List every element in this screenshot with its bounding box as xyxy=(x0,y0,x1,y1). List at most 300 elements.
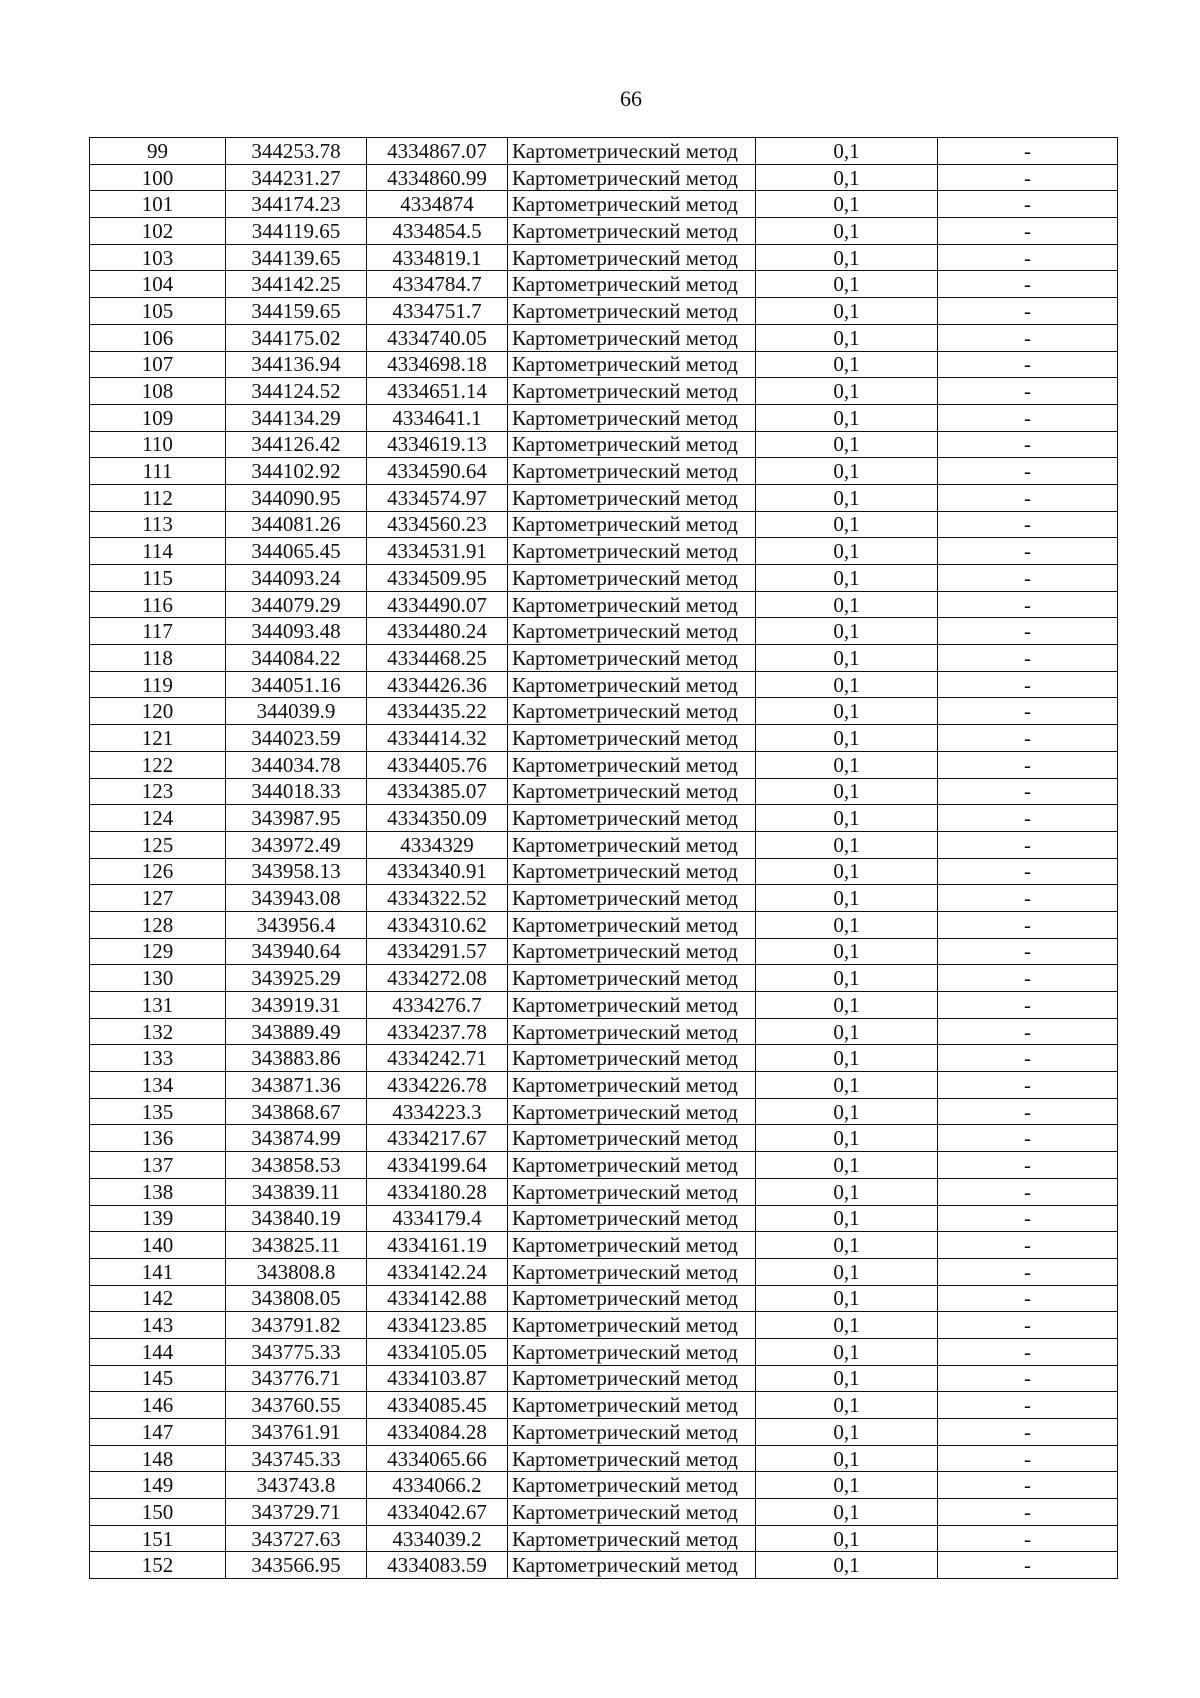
x-coordinate-cell: 343987.95 xyxy=(226,805,367,832)
method-cell: Картометрический метод xyxy=(508,538,756,565)
note-cell: - xyxy=(938,1072,1118,1099)
table-row xyxy=(90,858,1118,885)
method-cell: Картометрический метод xyxy=(508,1258,756,1285)
point-number-cell: 129 xyxy=(90,938,226,965)
method-cell: Картометрический метод xyxy=(508,778,756,805)
note-cell: - xyxy=(938,725,1118,752)
accuracy-cell: 0,1 xyxy=(756,1205,938,1232)
note-cell: - xyxy=(938,1525,1118,1552)
method-cell: Картометрический метод xyxy=(508,1338,756,1365)
note-cell: - xyxy=(938,671,1118,698)
x-coordinate-cell: 343972.49 xyxy=(226,831,367,858)
note-cell: - xyxy=(938,1552,1118,1579)
note-cell: - xyxy=(938,458,1118,485)
point-number-cell: 124 xyxy=(90,805,226,832)
point-number-cell: 131 xyxy=(90,992,226,1019)
note-cell: - xyxy=(938,1178,1118,1205)
note-cell: - xyxy=(938,1018,1118,1045)
y-coordinate-cell: 4334784.7 xyxy=(367,271,508,298)
table-row xyxy=(90,1312,1118,1339)
y-coordinate-cell: 4334590.64 xyxy=(367,458,508,485)
method-cell: Картометрический метод xyxy=(508,671,756,698)
accuracy-cell: 0,1 xyxy=(756,218,938,245)
note-cell: - xyxy=(938,1312,1118,1339)
x-coordinate-cell: 343883.86 xyxy=(226,1045,367,1072)
point-number-cell: 143 xyxy=(90,1312,226,1339)
accuracy-cell: 0,1 xyxy=(756,1392,938,1419)
table-row xyxy=(90,538,1118,565)
y-coordinate-cell: 4334142.24 xyxy=(367,1258,508,1285)
method-cell: Картометрический метод xyxy=(508,992,756,1019)
accuracy-cell: 0,1 xyxy=(756,324,938,351)
point-number-cell: 104 xyxy=(90,271,226,298)
coordinates-table-body xyxy=(90,138,1118,1579)
accuracy-cell: 0,1 xyxy=(756,1072,938,1099)
point-number-cell: 140 xyxy=(90,1232,226,1259)
y-coordinate-cell: 4334867.07 xyxy=(367,138,508,165)
x-coordinate-cell: 344102.92 xyxy=(226,458,367,485)
point-number-cell: 137 xyxy=(90,1152,226,1179)
table-row xyxy=(90,1365,1118,1392)
note-cell: - xyxy=(938,618,1118,645)
y-coordinate-cell: 4334860.99 xyxy=(367,164,508,191)
method-cell: Картометрический метод xyxy=(508,484,756,511)
note-cell: - xyxy=(938,565,1118,592)
x-coordinate-cell: 344093.48 xyxy=(226,618,367,645)
x-coordinate-cell: 343839.11 xyxy=(226,1178,367,1205)
method-cell: Картометрический метод xyxy=(508,885,756,912)
method-cell: Картометрический метод xyxy=(508,164,756,191)
table-row xyxy=(90,618,1118,645)
accuracy-cell: 0,1 xyxy=(756,1312,938,1339)
accuracy-cell: 0,1 xyxy=(756,351,938,378)
table-row xyxy=(90,324,1118,351)
y-coordinate-cell: 4334480.24 xyxy=(367,618,508,645)
point-number-cell: 99 xyxy=(90,138,226,165)
coordinates-table xyxy=(89,137,1118,1579)
accuracy-cell: 0,1 xyxy=(756,271,938,298)
point-number-cell: 110 xyxy=(90,431,226,458)
x-coordinate-cell: 344051.16 xyxy=(226,671,367,698)
method-cell: Картометрический метод xyxy=(508,1419,756,1446)
note-cell: - xyxy=(938,698,1118,725)
method-cell: Картометрический метод xyxy=(508,218,756,245)
note-cell: - xyxy=(938,831,1118,858)
y-coordinate-cell: 4334414.32 xyxy=(367,725,508,752)
method-cell: Картометрический метод xyxy=(508,725,756,752)
note-cell: - xyxy=(938,911,1118,938)
table-row xyxy=(90,938,1118,965)
accuracy-cell: 0,1 xyxy=(756,1285,938,1312)
method-cell: Картометрический метод xyxy=(508,1445,756,1472)
method-cell: Картометрический метод xyxy=(508,298,756,325)
accuracy-cell: 0,1 xyxy=(756,1445,938,1472)
x-coordinate-cell: 343868.67 xyxy=(226,1098,367,1125)
note-cell: - xyxy=(938,404,1118,431)
note-cell: - xyxy=(938,1205,1118,1232)
method-cell: Картометрический метод xyxy=(508,138,756,165)
accuracy-cell: 0,1 xyxy=(756,1338,938,1365)
method-cell: Картометрический метод xyxy=(508,1312,756,1339)
point-number-cell: 150 xyxy=(90,1499,226,1526)
table-row xyxy=(90,1152,1118,1179)
x-coordinate-cell: 344018.33 xyxy=(226,778,367,805)
table-row xyxy=(90,298,1118,325)
table-row xyxy=(90,1178,1118,1205)
method-cell: Картометрический метод xyxy=(508,244,756,271)
y-coordinate-cell: 4334426.36 xyxy=(367,671,508,698)
note-cell: - xyxy=(938,1232,1118,1259)
x-coordinate-cell: 343874.99 xyxy=(226,1125,367,1152)
table-row xyxy=(90,591,1118,618)
y-coordinate-cell: 4334291.57 xyxy=(367,938,508,965)
y-coordinate-cell: 4334641.1 xyxy=(367,404,508,431)
point-number-cell: 119 xyxy=(90,671,226,698)
table-row xyxy=(90,1552,1118,1579)
table-row xyxy=(90,244,1118,271)
y-coordinate-cell: 4334340.91 xyxy=(367,858,508,885)
method-cell: Картометрический метод xyxy=(508,911,756,938)
x-coordinate-cell: 343943.08 xyxy=(226,885,367,912)
x-coordinate-cell: 344136.94 xyxy=(226,351,367,378)
accuracy-cell: 0,1 xyxy=(756,938,938,965)
x-coordinate-cell: 343858.53 xyxy=(226,1152,367,1179)
accuracy-cell: 0,1 xyxy=(756,1045,938,1072)
x-coordinate-cell: 343729.71 xyxy=(226,1499,367,1526)
x-coordinate-cell: 343775.33 xyxy=(226,1338,367,1365)
accuracy-cell: 0,1 xyxy=(756,911,938,938)
table-row xyxy=(90,645,1118,672)
table-row xyxy=(90,218,1118,245)
point-number-cell: 126 xyxy=(90,858,226,885)
table-row xyxy=(90,458,1118,485)
point-number-cell: 133 xyxy=(90,1045,226,1072)
x-coordinate-cell: 343727.63 xyxy=(226,1525,367,1552)
accuracy-cell: 0,1 xyxy=(756,1098,938,1125)
y-coordinate-cell: 4334237.78 xyxy=(367,1018,508,1045)
x-coordinate-cell: 344090.95 xyxy=(226,484,367,511)
method-cell: Картометрический метод xyxy=(508,1472,756,1499)
method-cell: Картометрический метод xyxy=(508,805,756,832)
point-number-cell: 127 xyxy=(90,885,226,912)
method-cell: Картометрический метод xyxy=(508,938,756,965)
x-coordinate-cell: 343776.71 xyxy=(226,1365,367,1392)
method-cell: Картометрический метод xyxy=(508,191,756,218)
y-coordinate-cell: 4334468.25 xyxy=(367,645,508,672)
x-coordinate-cell: 344124.52 xyxy=(226,378,367,405)
y-coordinate-cell: 4334574.97 xyxy=(367,484,508,511)
table-row xyxy=(90,138,1118,165)
y-coordinate-cell: 4334322.52 xyxy=(367,885,508,912)
point-number-cell: 138 xyxy=(90,1178,226,1205)
note-cell: - xyxy=(938,1152,1118,1179)
accuracy-cell: 0,1 xyxy=(756,244,938,271)
point-number-cell: 117 xyxy=(90,618,226,645)
table-row xyxy=(90,565,1118,592)
note-cell: - xyxy=(938,511,1118,538)
point-number-cell: 136 xyxy=(90,1125,226,1152)
accuracy-cell: 0,1 xyxy=(756,698,938,725)
point-number-cell: 147 xyxy=(90,1419,226,1446)
x-coordinate-cell: 344079.29 xyxy=(226,591,367,618)
table-row xyxy=(90,992,1118,1019)
accuracy-cell: 0,1 xyxy=(756,805,938,832)
table-row xyxy=(90,911,1118,938)
y-coordinate-cell: 4334161.19 xyxy=(367,1232,508,1259)
note-cell: - xyxy=(938,191,1118,218)
y-coordinate-cell: 4334223.3 xyxy=(367,1098,508,1125)
x-coordinate-cell: 344159.65 xyxy=(226,298,367,325)
point-number-cell: 106 xyxy=(90,324,226,351)
note-cell: - xyxy=(938,645,1118,672)
x-coordinate-cell: 343940.64 xyxy=(226,938,367,965)
x-coordinate-cell: 344039.9 xyxy=(226,698,367,725)
x-coordinate-cell: 343919.31 xyxy=(226,992,367,1019)
y-coordinate-cell: 4334084.28 xyxy=(367,1419,508,1446)
note-cell: - xyxy=(938,271,1118,298)
method-cell: Картометрический метод xyxy=(508,458,756,485)
accuracy-cell: 0,1 xyxy=(756,885,938,912)
accuracy-cell: 0,1 xyxy=(756,138,938,165)
table-row xyxy=(90,1419,1118,1446)
note-cell: - xyxy=(938,351,1118,378)
method-cell: Картометрический метод xyxy=(508,1152,756,1179)
point-number-cell: 130 xyxy=(90,965,226,992)
accuracy-cell: 0,1 xyxy=(756,1018,938,1045)
accuracy-cell: 0,1 xyxy=(756,645,938,672)
x-coordinate-cell: 343566.95 xyxy=(226,1552,367,1579)
accuracy-cell: 0,1 xyxy=(756,1419,938,1446)
x-coordinate-cell: 344142.25 xyxy=(226,271,367,298)
method-cell: Картометрический метод xyxy=(508,645,756,672)
note-cell: - xyxy=(938,1045,1118,1072)
point-number-cell: 146 xyxy=(90,1392,226,1419)
x-coordinate-cell: 343760.55 xyxy=(226,1392,367,1419)
accuracy-cell: 0,1 xyxy=(756,298,938,325)
method-cell: Картометрический метод xyxy=(508,1232,756,1259)
table-row xyxy=(90,1338,1118,1365)
note-cell: - xyxy=(938,1472,1118,1499)
point-number-cell: 142 xyxy=(90,1285,226,1312)
x-coordinate-cell: 343745.33 xyxy=(226,1445,367,1472)
point-number-cell: 148 xyxy=(90,1445,226,1472)
accuracy-cell: 0,1 xyxy=(756,458,938,485)
y-coordinate-cell: 4334105.05 xyxy=(367,1338,508,1365)
point-number-cell: 144 xyxy=(90,1338,226,1365)
table-row xyxy=(90,351,1118,378)
note-cell: - xyxy=(938,938,1118,965)
point-number-cell: 114 xyxy=(90,538,226,565)
point-number-cell: 115 xyxy=(90,565,226,592)
x-coordinate-cell: 343791.82 xyxy=(226,1312,367,1339)
y-coordinate-cell: 4334405.76 xyxy=(367,751,508,778)
y-coordinate-cell: 4334276.7 xyxy=(367,992,508,1019)
accuracy-cell: 0,1 xyxy=(756,1365,938,1392)
method-cell: Картометрический метод xyxy=(508,1072,756,1099)
note-cell: - xyxy=(938,591,1118,618)
point-number-cell: 102 xyxy=(90,218,226,245)
method-cell: Картометрический метод xyxy=(508,1045,756,1072)
accuracy-cell: 0,1 xyxy=(756,511,938,538)
note-cell: - xyxy=(938,965,1118,992)
table-row xyxy=(90,885,1118,912)
note-cell: - xyxy=(938,992,1118,1019)
method-cell: Картометрический метод xyxy=(508,858,756,885)
x-coordinate-cell: 344023.59 xyxy=(226,725,367,752)
x-coordinate-cell: 343925.29 xyxy=(226,965,367,992)
point-number-cell: 103 xyxy=(90,244,226,271)
table-row xyxy=(90,1472,1118,1499)
note-cell: - xyxy=(938,244,1118,271)
point-number-cell: 112 xyxy=(90,484,226,511)
point-number-cell: 120 xyxy=(90,698,226,725)
method-cell: Картометрический метод xyxy=(508,431,756,458)
table-row xyxy=(90,698,1118,725)
table-row xyxy=(90,1499,1118,1526)
accuracy-cell: 0,1 xyxy=(756,164,938,191)
x-coordinate-cell: 344034.78 xyxy=(226,751,367,778)
accuracy-cell: 0,1 xyxy=(756,831,938,858)
y-coordinate-cell: 4334740.05 xyxy=(367,324,508,351)
accuracy-cell: 0,1 xyxy=(756,1499,938,1526)
x-coordinate-cell: 343743.8 xyxy=(226,1472,367,1499)
table-row xyxy=(90,1098,1118,1125)
note-cell: - xyxy=(938,1285,1118,1312)
point-number-cell: 132 xyxy=(90,1018,226,1045)
x-coordinate-cell: 343840.19 xyxy=(226,1205,367,1232)
note-cell: - xyxy=(938,138,1118,165)
note-cell: - xyxy=(938,298,1118,325)
table-row xyxy=(90,484,1118,511)
x-coordinate-cell: 344231.27 xyxy=(226,164,367,191)
x-coordinate-cell: 344253.78 xyxy=(226,138,367,165)
y-coordinate-cell: 4334272.08 xyxy=(367,965,508,992)
method-cell: Картометрический метод xyxy=(508,1098,756,1125)
x-coordinate-cell: 344134.29 xyxy=(226,404,367,431)
point-number-cell: 100 xyxy=(90,164,226,191)
y-coordinate-cell: 4334329 xyxy=(367,831,508,858)
point-number-cell: 118 xyxy=(90,645,226,672)
point-number-cell: 145 xyxy=(90,1365,226,1392)
accuracy-cell: 0,1 xyxy=(756,431,938,458)
note-cell: - xyxy=(938,1365,1118,1392)
x-coordinate-cell: 343825.11 xyxy=(226,1232,367,1259)
accuracy-cell: 0,1 xyxy=(756,565,938,592)
method-cell: Картометрический метод xyxy=(508,1178,756,1205)
y-coordinate-cell: 4334350.09 xyxy=(367,805,508,832)
point-number-cell: 122 xyxy=(90,751,226,778)
method-cell: Картометрический метод xyxy=(508,271,756,298)
point-number-cell: 139 xyxy=(90,1205,226,1232)
x-coordinate-cell: 344139.65 xyxy=(226,244,367,271)
method-cell: Картометрический метод xyxy=(508,1018,756,1045)
y-coordinate-cell: 4334531.91 xyxy=(367,538,508,565)
note-cell: - xyxy=(938,751,1118,778)
accuracy-cell: 0,1 xyxy=(756,191,938,218)
method-cell: Картометрический метод xyxy=(508,1285,756,1312)
accuracy-cell: 0,1 xyxy=(756,778,938,805)
table-row xyxy=(90,1125,1118,1152)
x-coordinate-cell: 343956.4 xyxy=(226,911,367,938)
accuracy-cell: 0,1 xyxy=(756,1232,938,1259)
y-coordinate-cell: 4334560.23 xyxy=(367,511,508,538)
accuracy-cell: 0,1 xyxy=(756,484,938,511)
accuracy-cell: 0,1 xyxy=(756,1525,938,1552)
table-row xyxy=(90,378,1118,405)
method-cell: Картометрический метод xyxy=(508,404,756,431)
table-row xyxy=(90,751,1118,778)
y-coordinate-cell: 4334039.2 xyxy=(367,1525,508,1552)
x-coordinate-cell: 344126.42 xyxy=(226,431,367,458)
note-cell: - xyxy=(938,218,1118,245)
note-cell: - xyxy=(938,778,1118,805)
point-number-cell: 152 xyxy=(90,1552,226,1579)
table-row xyxy=(90,271,1118,298)
point-number-cell: 134 xyxy=(90,1072,226,1099)
note-cell: - xyxy=(938,1419,1118,1446)
y-coordinate-cell: 4334651.14 xyxy=(367,378,508,405)
table-row xyxy=(90,431,1118,458)
y-coordinate-cell: 4334066.2 xyxy=(367,1472,508,1499)
table-row xyxy=(90,1392,1118,1419)
accuracy-cell: 0,1 xyxy=(756,858,938,885)
point-number-cell: 105 xyxy=(90,298,226,325)
accuracy-cell: 0,1 xyxy=(756,378,938,405)
table-row xyxy=(90,1232,1118,1259)
note-cell: - xyxy=(938,378,1118,405)
point-number-cell: 113 xyxy=(90,511,226,538)
x-coordinate-cell: 343808.8 xyxy=(226,1258,367,1285)
note-cell: - xyxy=(938,1392,1118,1419)
method-cell: Картометрический метод xyxy=(508,1552,756,1579)
method-cell: Картометрический метод xyxy=(508,1525,756,1552)
accuracy-cell: 0,1 xyxy=(756,992,938,1019)
y-coordinate-cell: 4334179.4 xyxy=(367,1205,508,1232)
method-cell: Картометрический метод xyxy=(508,965,756,992)
y-coordinate-cell: 4334854.5 xyxy=(367,218,508,245)
method-cell: Картометрический метод xyxy=(508,511,756,538)
table-row xyxy=(90,1018,1118,1045)
table-row xyxy=(90,965,1118,992)
table-row xyxy=(90,164,1118,191)
method-cell: Картометрический метод xyxy=(508,378,756,405)
accuracy-cell: 0,1 xyxy=(756,1178,938,1205)
y-coordinate-cell: 4334751.7 xyxy=(367,298,508,325)
table-row xyxy=(90,1525,1118,1552)
note-cell: - xyxy=(938,858,1118,885)
method-cell: Картометрический метод xyxy=(508,1125,756,1152)
point-number-cell: 141 xyxy=(90,1258,226,1285)
y-coordinate-cell: 4334242.71 xyxy=(367,1045,508,1072)
method-cell: Картометрический метод xyxy=(508,565,756,592)
note-cell: - xyxy=(938,1499,1118,1526)
table-row xyxy=(90,1445,1118,1472)
x-coordinate-cell: 344093.24 xyxy=(226,565,367,592)
accuracy-cell: 0,1 xyxy=(756,1258,938,1285)
note-cell: - xyxy=(938,324,1118,351)
y-coordinate-cell: 4334226.78 xyxy=(367,1072,508,1099)
x-coordinate-cell: 344174.23 xyxy=(226,191,367,218)
y-coordinate-cell: 4334819.1 xyxy=(367,244,508,271)
note-cell: - xyxy=(938,1125,1118,1152)
note-cell: - xyxy=(938,164,1118,191)
table-row xyxy=(90,1258,1118,1285)
x-coordinate-cell: 343889.49 xyxy=(226,1018,367,1045)
table-row xyxy=(90,191,1118,218)
x-coordinate-cell: 343958.13 xyxy=(226,858,367,885)
accuracy-cell: 0,1 xyxy=(756,1472,938,1499)
table-row xyxy=(90,1285,1118,1312)
